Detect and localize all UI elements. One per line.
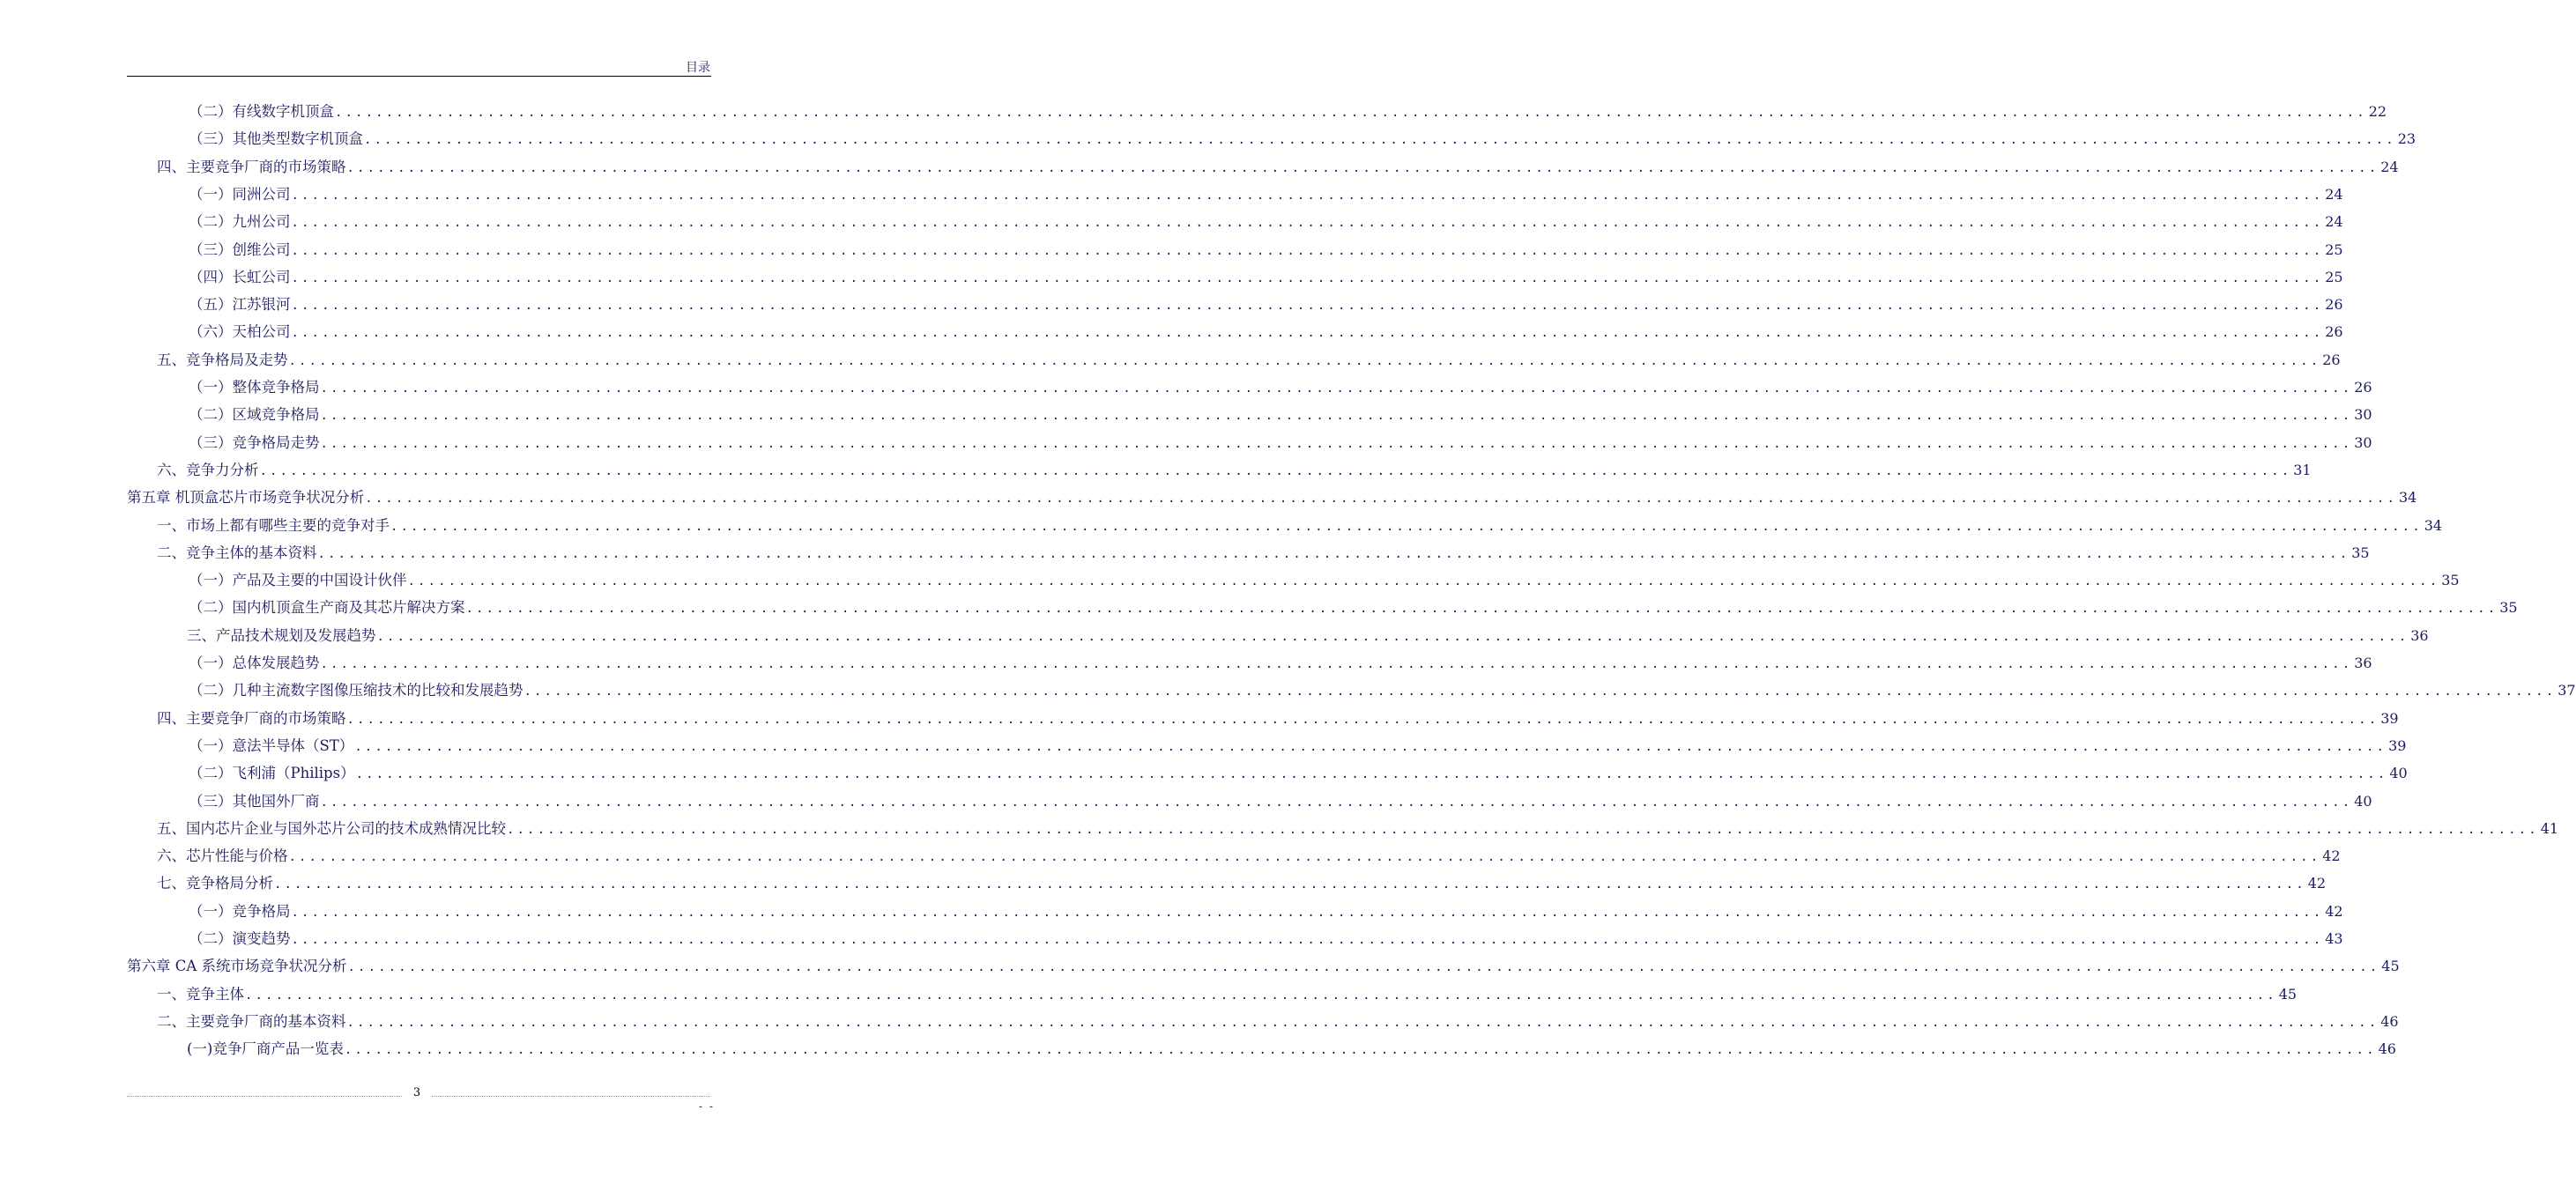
toc-dot-leader: ........................................................................................................................................................................................................ xyxy=(344,1043,2377,1057)
toc-dot-leader: ........................................................................................................................................................................................................ xyxy=(291,189,2324,203)
footer-mark: - - xyxy=(699,1100,715,1113)
toc-entry[interactable] xyxy=(189,763,2408,784)
toc-entry[interactable] xyxy=(189,267,2343,288)
toc-entry-page: 39 xyxy=(2388,737,2407,754)
toc-entry-page: 31 xyxy=(2293,462,2312,478)
toc-entry[interactable] xyxy=(189,901,2343,922)
toc-entry-title: (一)竞争厂商产品一览表 xyxy=(187,1040,344,1057)
toc-entry-page: 25 xyxy=(2325,241,2343,258)
toc-entry-page: 24 xyxy=(2380,159,2399,175)
toc-dot-leader: ........................................................................................................................................................................................................ xyxy=(245,988,2277,1003)
toc-entry-title: （二）有线数字机顶盒 xyxy=(189,103,334,120)
toc-dot-leader: ........................................................................................................................................................................................................ xyxy=(288,354,2321,368)
toc-entry-page: 35 xyxy=(2441,572,2460,588)
toc-entry-page: 35 xyxy=(2351,544,2370,561)
toc-entry[interactable] xyxy=(189,377,2372,398)
toc-entry-page: 42 xyxy=(2325,903,2343,920)
toc-entry-page: 26 xyxy=(2322,352,2341,368)
toc-entry-page: 37 xyxy=(2557,682,2576,699)
toc-entry-page: 34 xyxy=(2424,517,2443,534)
toc-entry-title: 七、竞争格局分析 xyxy=(157,875,273,892)
toc-entry-title: （三）竞争格局走势 xyxy=(189,434,320,451)
toc-dot-leader: ........................................................................................................................................................................................................ xyxy=(355,767,2388,781)
toc-entry[interactable] xyxy=(157,984,2298,1005)
toc-entry[interactable] xyxy=(187,1039,2396,1060)
toc-dot-leader: ........................................................................................................................................................................................................ xyxy=(291,216,2324,230)
toc-entry-title: 二、竞争主体的基本资料 xyxy=(157,544,317,561)
toc-dot-leader: ........................................................................................................................................................................................................ xyxy=(407,574,2440,588)
toc-entry-title: （一）竞争格局 xyxy=(189,903,291,920)
header-title: 目录 xyxy=(686,61,710,75)
toc-dot-leader: ........................................................................................................................................................................................................ xyxy=(291,299,2324,313)
toc-entry[interactable] xyxy=(189,404,2372,426)
toc-entry-page: 24 xyxy=(2325,186,2343,203)
toc-entry[interactable] xyxy=(189,597,2518,618)
toc-entry-title: （一）整体竞争格局 xyxy=(189,379,320,396)
toc-entry-page: 46 xyxy=(2380,1013,2399,1030)
toc-entry-page: 30 xyxy=(2354,434,2372,451)
toc-dot-leader: ........................................................................................................................................................................................................ xyxy=(376,630,2409,644)
toc-entry[interactable] xyxy=(189,791,2372,812)
toc-dot-leader: ........................................................................................................................................................................................................ xyxy=(291,326,2324,340)
toc-entry[interactable] xyxy=(157,1011,2399,1032)
toc-entry[interactable] xyxy=(157,818,2559,840)
toc-entry-page: 23 xyxy=(2397,130,2416,147)
toc-entry-page: 26 xyxy=(2325,323,2343,340)
toc-entry[interactable] xyxy=(189,184,2343,205)
toc-entry-title: 一、竞争主体 xyxy=(157,986,244,1003)
toc-entry-title: （五）江苏银河 xyxy=(189,296,291,313)
toc-entry[interactable] xyxy=(189,294,2343,315)
toc-entry-page: 24 xyxy=(2325,213,2343,230)
toc-entry[interactable] xyxy=(189,570,2460,591)
toc-entry[interactable] xyxy=(189,322,2343,343)
toc-entry-page: 45 xyxy=(2278,986,2298,1003)
toc-entry-page: 40 xyxy=(2354,793,2372,810)
toc-entry-page: 25 xyxy=(2325,269,2343,285)
toc-entry[interactable] xyxy=(157,708,2399,729)
toc-entry-title: （一）产品及主要的中国设计伙伴 xyxy=(189,572,407,588)
toc-dot-leader: ........................................................................................................................................................................................................ xyxy=(364,133,2396,147)
toc-entry[interactable] xyxy=(157,873,2327,894)
toc-dot-leader: ........................................................................................................................................................................................................ xyxy=(320,657,2353,671)
toc-entry[interactable] xyxy=(127,487,2417,508)
toc-dot-leader: ........................................................................................................................................................................................................ xyxy=(320,437,2353,451)
toc-dot-leader: ........................................................................................................................................................................................................ xyxy=(346,161,2379,175)
toc-dot-leader: ........................................................................................................................................................................................................ xyxy=(320,409,2353,423)
footer-rule-right xyxy=(432,1096,710,1097)
toc-dot-leader: ........................................................................................................................................................................................................ xyxy=(291,244,2324,258)
toc-dot-leader: ........................................................................................................................................................................................................ xyxy=(523,684,2557,699)
toc-entry-page: 40 xyxy=(2389,765,2408,781)
toc-entry[interactable] xyxy=(189,736,2407,757)
toc-entry[interactable] xyxy=(157,350,2341,371)
toc-entry-page: 42 xyxy=(2322,847,2341,864)
toc-entry[interactable] xyxy=(189,653,2372,674)
toc-entry[interactable] xyxy=(189,101,2387,122)
header-rule xyxy=(127,76,711,77)
toc-entry-title: （二）国内机顶盒生产商及其芯片解决方案 xyxy=(189,599,465,616)
toc-entry-title: 五、竞争格局及走势 xyxy=(157,352,288,368)
toc-entry[interactable] xyxy=(157,460,2312,481)
toc-entry-page: 22 xyxy=(2368,103,2387,120)
toc-entry-title: （一）同洲公司 xyxy=(189,186,291,203)
toc-dot-leader: ........................................................................................................................................................................................................ xyxy=(365,492,2397,506)
toc-dot-leader: ........................................................................................................................................................................................................ xyxy=(320,796,2353,810)
toc-entry-title: （二）区域竞争格局 xyxy=(189,406,320,423)
toc-dot-leader: ........................................................................................................................................................................................................ xyxy=(347,960,2380,974)
toc-entry[interactable] xyxy=(157,543,2370,564)
toc-entry[interactable] xyxy=(189,129,2416,150)
toc-dot-leader: ........................................................................................................................................................................................................ xyxy=(354,740,2387,754)
toc-entry-page: 36 xyxy=(2410,627,2429,644)
toc-entry[interactable] xyxy=(127,956,2400,977)
toc-entry[interactable] xyxy=(189,240,2343,261)
toc-entry-title: （一）总体发展趋势 xyxy=(189,655,320,671)
toc-entry-page: 26 xyxy=(2325,296,2343,313)
footer-rule-left xyxy=(127,1096,402,1097)
toc-entry-page: 42 xyxy=(2307,875,2327,892)
toc-dot-leader: ........................................................................................................................................................................................................ xyxy=(288,850,2321,864)
toc-entry[interactable] xyxy=(189,680,2576,701)
toc-entry-title: 二、主要竞争厂商的基本资料 xyxy=(157,1013,346,1030)
toc-dot-leader: ........................................................................................................................................................................................................ xyxy=(259,464,2292,478)
toc-entry-page: 43 xyxy=(2325,930,2343,947)
toc-dot-leader: ........................................................................................................................................................................................................ xyxy=(291,933,2324,947)
toc-entry[interactable] xyxy=(189,929,2343,950)
toc-entry-title: （二）几种主流数字图像压缩技术的比较和发展趋势 xyxy=(189,682,523,699)
toc-dot-leader: ........................................................................................................................................................................................................ xyxy=(317,547,2350,561)
toc-dot-leader: ........................................................................................................................................................................................................ xyxy=(465,602,2498,616)
toc-entry[interactable] xyxy=(187,625,2429,647)
toc-entry-title: 六、芯片性能与价格 xyxy=(157,847,288,864)
toc-entry-page: 36 xyxy=(2354,655,2372,671)
toc-entry-title: 六、竞争力分析 xyxy=(157,462,259,478)
toc-entry-page: 35 xyxy=(2499,599,2518,616)
toc-entry-title: 四、主要竞争厂商的市场策略 xyxy=(157,159,346,175)
toc-entry-title: 第六章 CA 系统市场竞争状况分析 xyxy=(127,958,347,974)
toc-entry-page: 26 xyxy=(2354,379,2372,396)
toc-entry-title: （三）其他国外厂商 xyxy=(189,793,320,810)
toc-entry-title: （二）飞利浦（Philips） xyxy=(189,765,355,781)
toc-entry-page: 34 xyxy=(2399,489,2417,506)
toc-entry[interactable] xyxy=(189,211,2343,233)
toc-entry-title: （三）创维公司 xyxy=(189,241,291,258)
toc-entry-page: 41 xyxy=(2540,820,2559,837)
toc-entry-title: （二）演变趋势 xyxy=(189,930,291,947)
toc-entry-page: 45 xyxy=(2381,958,2400,974)
toc-entry[interactable] xyxy=(157,515,2443,536)
toc-entry-title: 第五章 机顶盒芯片市场竞争状况分析 xyxy=(127,489,365,506)
toc-entry-title: （一）意法半导体（ST） xyxy=(189,737,354,754)
toc-entry-title: 四、主要竞争厂商的市场策略 xyxy=(157,710,346,727)
toc-dot-leader: ........................................................................................................................................................................................................ xyxy=(291,906,2324,920)
toc-dot-leader: ........................................................................................................................................................................................................ xyxy=(320,381,2353,396)
toc-entry-title: 一、市场上都有哪些主要的竞争对手 xyxy=(157,517,390,534)
toc-entry-title: 三、产品技术规划及发展趋势 xyxy=(187,627,376,644)
toc-dot-leader: ........................................................................................................................................................................................................ xyxy=(291,271,2324,285)
toc-entry-title: （三）其他类型数字机顶盒 xyxy=(189,130,363,147)
toc-entry-page: 39 xyxy=(2380,710,2399,727)
toc-entry-title: （四）长虹公司 xyxy=(189,269,291,285)
toc-entry-page: 46 xyxy=(2378,1040,2396,1057)
toc-dot-leader: ........................................................................................................................................................................................................ xyxy=(390,520,2423,534)
toc-entry[interactable] xyxy=(157,846,2341,867)
toc-dot-leader: ........................................................................................................................................................................................................ xyxy=(274,877,2306,892)
toc-entry-title: （二）九州公司 xyxy=(189,213,291,230)
toc-entry[interactable] xyxy=(189,433,2372,454)
toc-dot-leader: ........................................................................................................................................................................................................ xyxy=(346,1016,2379,1030)
toc-entry[interactable] xyxy=(157,157,2399,178)
toc-entry-page: 30 xyxy=(2354,406,2372,423)
toc-entry-title: 五、国内芯片企业与国外芯片公司的技术成熟情况比较 xyxy=(157,820,506,837)
toc-entry-title: （六）天柏公司 xyxy=(189,323,291,340)
toc-dot-leader: ........................................................................................................................................................................................................ xyxy=(346,713,2379,727)
toc-dot-leader: ........................................................................................................................................................................................................ xyxy=(335,106,2367,120)
page-number: 3 xyxy=(412,1086,421,1099)
toc-dot-leader: ........................................................................................................................................................................................................ xyxy=(507,823,2539,837)
